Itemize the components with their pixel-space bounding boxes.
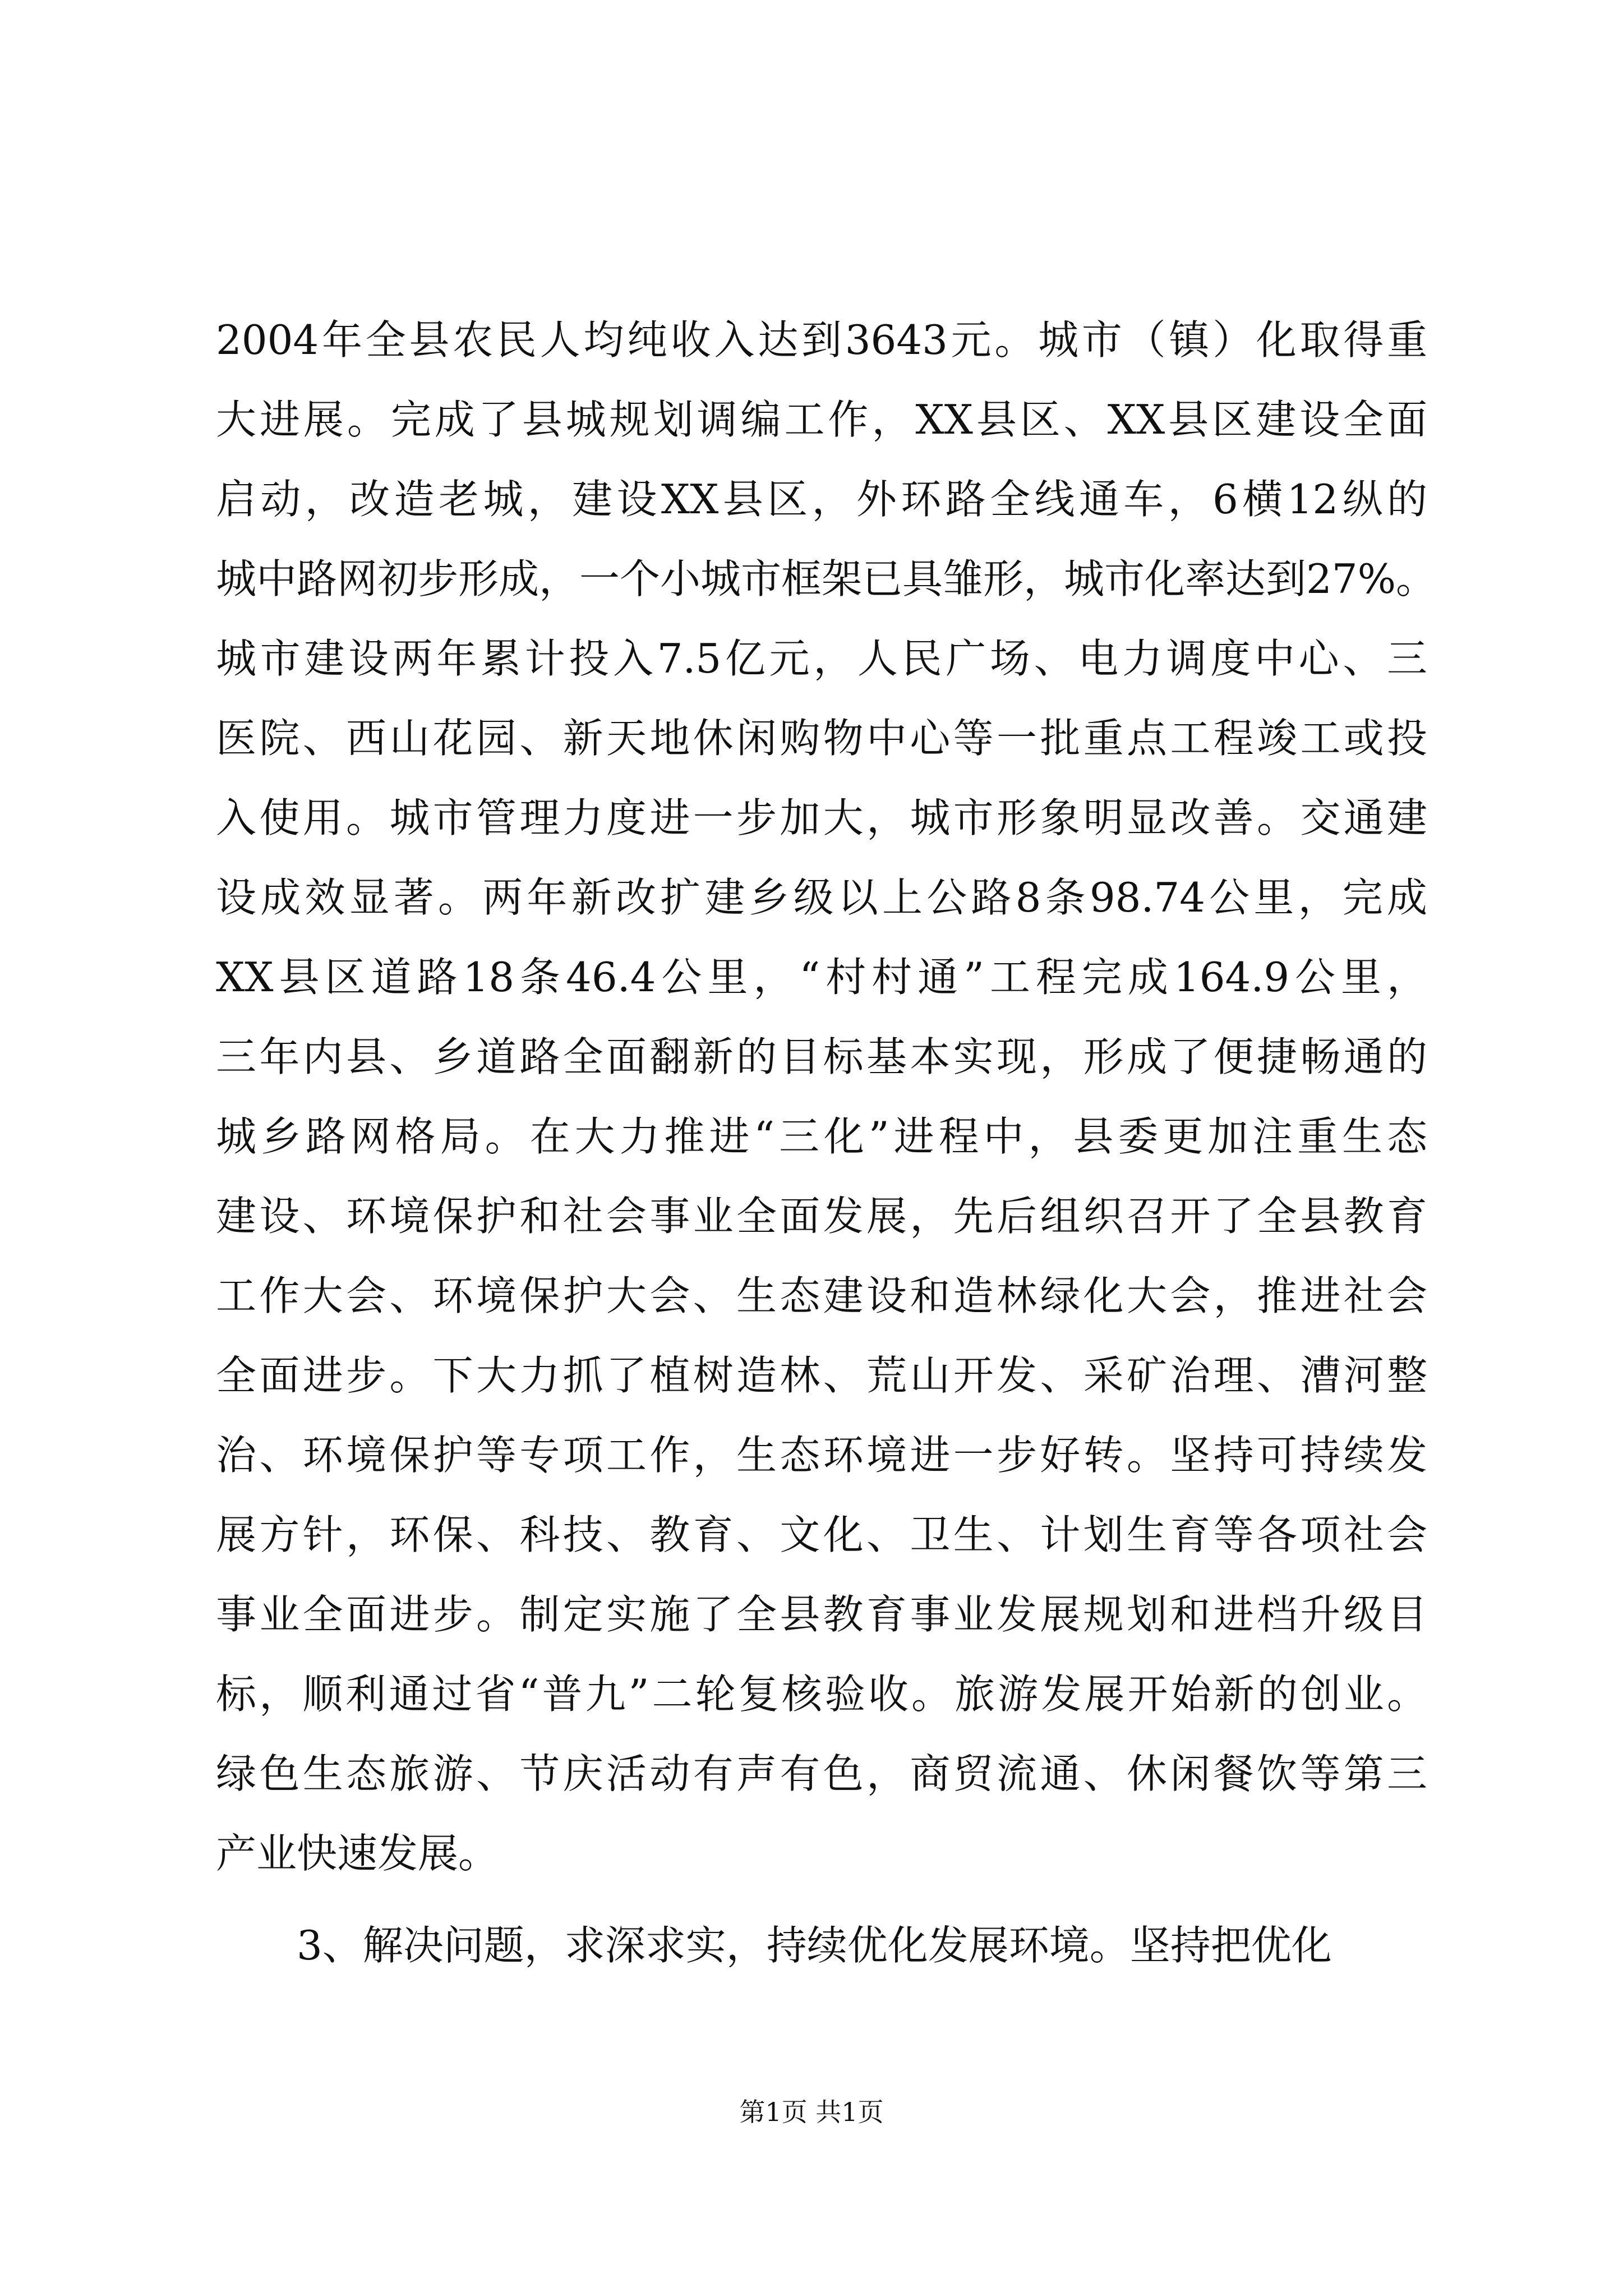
text-line: 全面进步。下大力抓了植树造林、荒山开发、采矿治理、漕河整: [216, 1352, 1427, 1399]
text-line: 工作大会、环境保护大会、生态建设和造林绿化大会，推进社会: [216, 1272, 1427, 1319]
text-line: 城乡路网格局。在大力推进“三化”进程中，县委更加注重生态: [216, 1113, 1427, 1160]
text-line: 产业快速发展。: [216, 1830, 499, 1877]
text-line: 城中路网初步形成，一个小城市框架已具雏形，城市化率达到27%。: [216, 555, 1437, 602]
text-line: 建设、环境保护和社会事业全面发展，先后组织召开了全县教育: [216, 1193, 1427, 1240]
text-line: 三年内县、乡道路全面翻新的目标基本实现，形成了便捷畅通的: [216, 1033, 1427, 1080]
paragraph-2: [216, 1906, 1427, 1985]
text-line: 治、环境保护等专项工作，生态环境进一步好转。坚持可持续发: [216, 1432, 1427, 1479]
page-footer: 第1页 共1页: [739, 2097, 884, 2127]
paragraph-spacer: [216, 1893, 1427, 1906]
text-line: XX县区道路18条46.4公里，“村村通”工程完成164.9公里，: [216, 954, 1427, 1001]
text-line: 入使用。城市管理力度进一步加大，城市形象明显改善。交通建: [216, 794, 1427, 841]
text-line: 展方针，环保、科技、教育、文化、卫生、计划生育等各项社会: [216, 1511, 1427, 1558]
text-line: 绿色生态旅游、节庆活动有声有色，商贸流通、休闲餐饮等第三: [216, 1750, 1427, 1797]
text-line: 城市建设两年累计投入7.5亿元，人民广场、电力调度中心、三: [216, 635, 1427, 682]
text-line: 事业全面进步。制定实施了全县教育事业发展规划和进档升级目: [216, 1591, 1427, 1638]
text-line: 标，顺利通过省“普九”二轮复核验收。旅游发展开始新的创业。: [216, 1671, 1427, 1718]
paragraph-1: [216, 300, 1437, 1893]
text-line: 启动，改造老城，建设XX县区，外环路全线通车，6横12纵的: [216, 476, 1427, 523]
document-body: [216, 300, 1437, 1985]
text-line: 3、解决问题，求深求实，持续优化发展环境。坚持把优化: [297, 1922, 1332, 1969]
text-line: 设成效显著。两年新改扩建乡级以上公路8条98.74公里，完成: [216, 874, 1427, 921]
text-line: 2004年全县农民人均纯收入达到3643元。城市（镇）化取得重: [216, 316, 1427, 364]
text-line: 医院、西山花园、新天地休闲购物中心等一批重点工程竣工或投: [216, 715, 1427, 762]
text-line: 大进展。完成了县城规划调编工作，XX县区、XX县区建设全面: [216, 396, 1427, 443]
